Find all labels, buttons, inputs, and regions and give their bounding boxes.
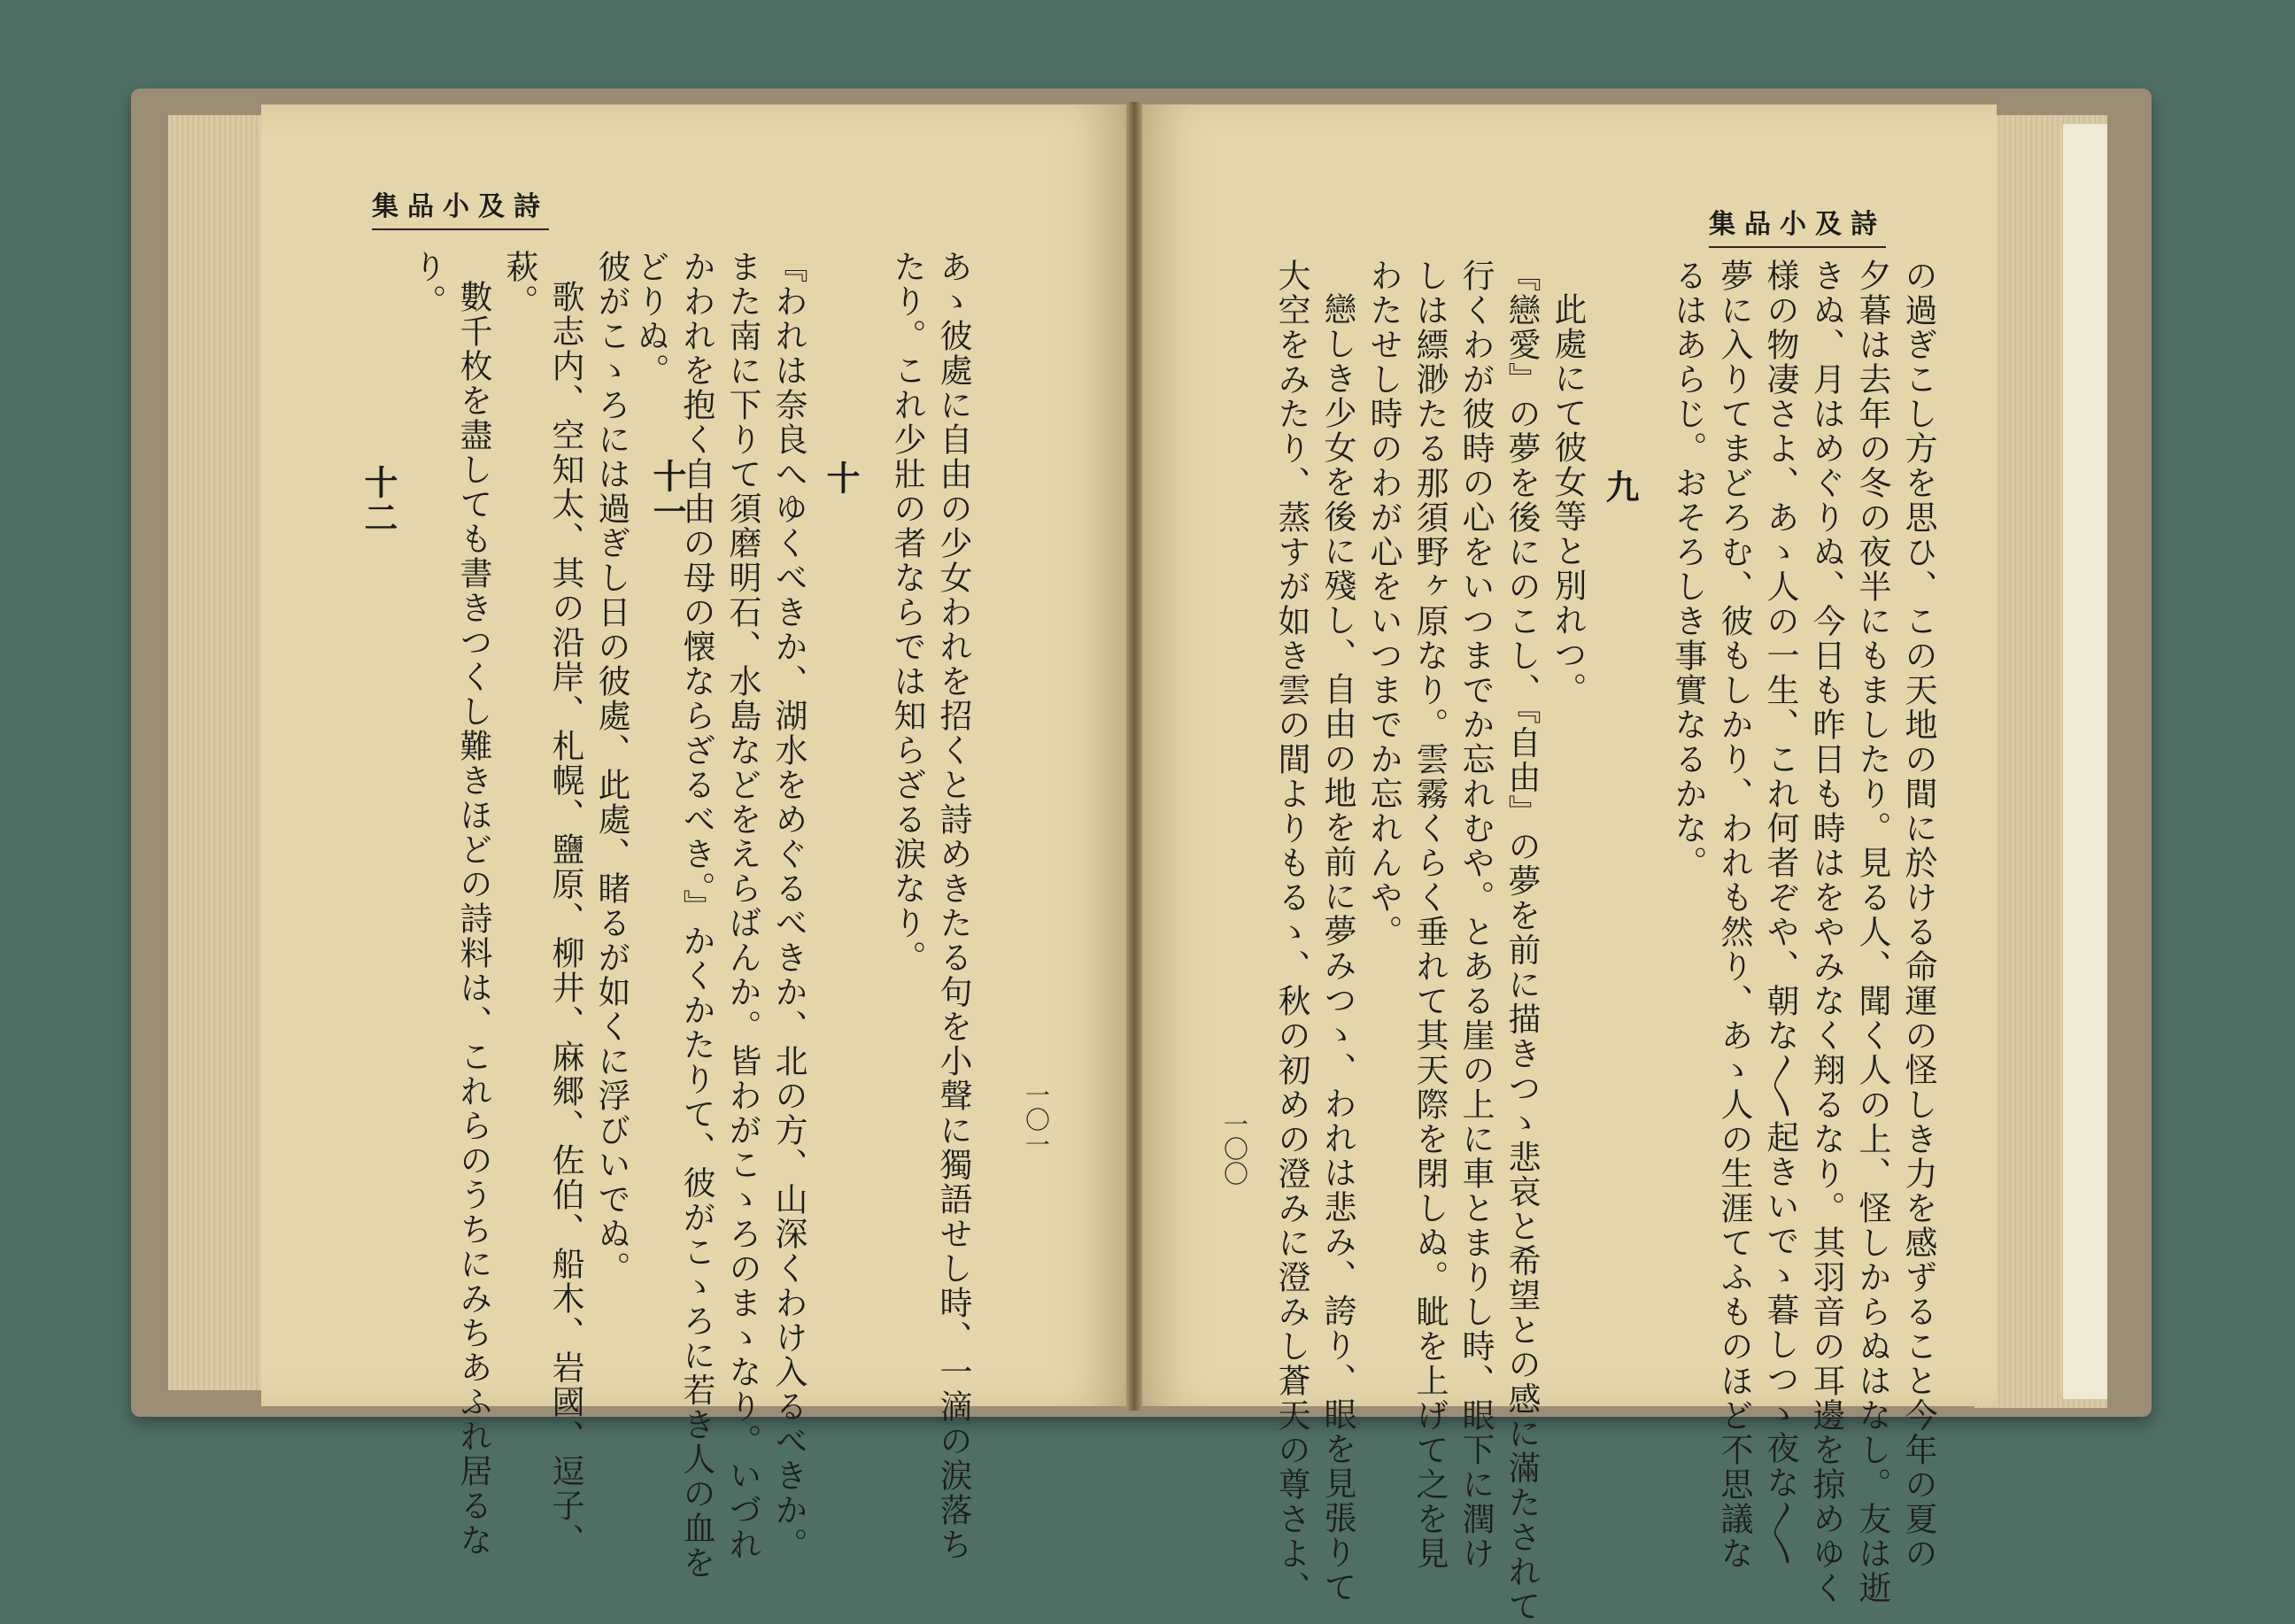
section-heading: 九	[1600, 469, 1640, 505]
text-line: の過ぎこし方を思ひ、この天地の間に於ける命運の怪しき力を感ずること今年の夏の	[1899, 259, 1937, 1571]
page-number-right: 一〇〇	[1220, 1111, 1249, 1186]
text-line: 戀しき少女を後に殘し、自由の地を前に夢みつゝ、われは悲み、誇り、眼を見張りて	[1318, 292, 1356, 1605]
page-edges-left	[168, 115, 274, 1390]
text-line: 夕暮は去年の冬の夜半にもましたり。見る人、聞く人の上、怪しからぬはなし。友は逝	[1853, 259, 1891, 1605]
text-line: しは縹渺たる那須野ヶ原なり。雲霧くらく垂れて其天際を閉しぬ。眦を上げて之を見	[1410, 259, 1449, 1571]
text-line: わたせし時のわが心をいつまでか忘れんや。	[1364, 259, 1402, 949]
text-line: 彼がこゝろには過ぎし日の彼處、此處、睹るが如くに浮びいでぬ。	[592, 250, 630, 1286]
text-line: 『われは奈良へゆくべきか、湖水をめぐるべきか、北の方、山深くわけ入るべきか。	[769, 250, 808, 1562]
text-line: 歌志内、空知太、其の沿岸、札幌、鹽原、柳井、麻郷、佐伯、船木、岩國、逗子、	[546, 280, 584, 1558]
text-line: 『戀愛』の夢を後にのこし、『自由』の夢を前に描きつゝ悲哀と希望との感に滿たされて	[1503, 259, 1541, 1624]
text-line: 此處にて彼女等と別れつ。	[1549, 292, 1587, 707]
page-number-left: 一〇一	[1022, 1082, 1051, 1156]
text-line: 大空をみたり、蒸すが如き雲の間よりもるゝ、秋の初めの澄みに澄みし蒼天の尊さよ、	[1272, 259, 1310, 1605]
text-line: 行くわが彼時の心をいつまでか忘れむや。とある崖の上に車とまりし時、眼下に潤け	[1457, 259, 1495, 1571]
text-line: 様の物凄さよ、あゝ人の一生、これ何者ぞや、朝な〳〵起きいでゝ暮しつゝ夜な〳〵	[1761, 259, 1799, 1567]
book-gutter	[1126, 102, 1142, 1411]
text-line: るはあらじ。おそろしき事實なるかな。	[1669, 259, 1707, 880]
text-line: 夢に入りてまどろむ、彼もしかり、われも然り、あゝ人の生涯てふものほど不思議な	[1715, 259, 1753, 1571]
section-heading: 十一	[647, 459, 687, 530]
section-heading: 十二	[359, 465, 398, 536]
text-line: 數千枚を盡しても書きつくし難きほどの詩料は、これらのうちにみちあふれ居るな	[454, 280, 492, 1558]
text-line: 萩。	[500, 250, 538, 319]
section-heading: 十	[821, 460, 861, 496]
text-line: たり。これ少壯の者ならでは知らざる涙なり。	[888, 250, 926, 975]
text-line: また南に下りて須磨明石、水島などをえらばんか。皆わがこゝろのまゝなり。いづれ	[723, 250, 761, 1562]
text-line: きぬ、月はめぐりぬ、今日も昨日も時はをやみなく翔るなり。其羽音の耳邊を掠めゆく	[1807, 259, 1845, 1605]
text-line: どりぬ。	[631, 250, 669, 388]
text-line: り。	[408, 250, 446, 319]
text-line: かわれを抱く自由の母の懐ならざるべき。』かくかたりて、彼がこゝろに若き人の血を	[677, 250, 715, 1581]
flyleaf	[2063, 124, 2107, 1399]
text-line: あゝ彼處に自由の少女われを招くと詩めきたる句を小聲に獨語せし時、一滴の涙落ち	[934, 250, 972, 1562]
running-header-left: 集品小及詩	[372, 184, 549, 230]
running-header-right: 集品小及詩	[1709, 202, 1886, 248]
